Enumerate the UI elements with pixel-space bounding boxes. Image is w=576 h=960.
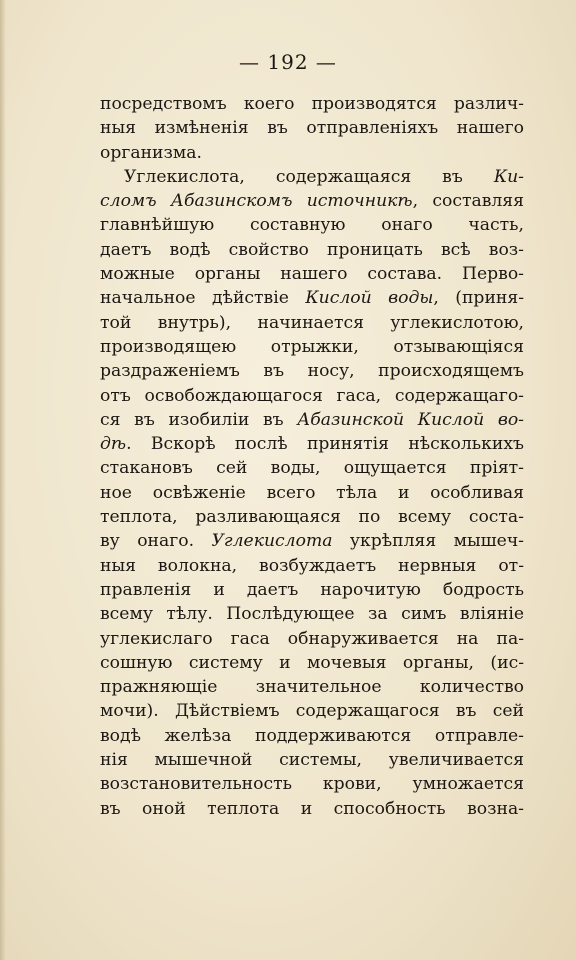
text-segment: нія мышечной системы, увеличивается (100, 750, 524, 771)
text-line (100, 92, 524, 116)
page-number: — 192 — (239, 50, 337, 74)
text-line (100, 141, 524, 165)
text-segment: даетъ водѣ свойство проницать всѣ воз- (100, 239, 524, 260)
text-segment: отъ освобождающагося гаса, содержащаго- (100, 385, 524, 406)
text-segment: стакановъ сей воды, ощущается пріят- (100, 458, 524, 479)
text-segment: мочи). Дѣйствіемъ содержащагося въ сей (100, 701, 524, 722)
text-segment: начальное дѣйствіе (100, 288, 306, 309)
text-line (100, 481, 524, 505)
text-segment: углекислаго гаса обнаруживается на па- (100, 628, 524, 649)
page-edge-shadow (0, 0, 6, 960)
text-line (100, 578, 524, 602)
text-line (100, 772, 524, 796)
text-segment: раздраженіемъ въ носу, происходящемъ (100, 361, 524, 382)
text-segment: , (приня- (433, 288, 524, 309)
text-line (100, 627, 524, 651)
text-segment: можные органы нашего состава. Перво- (100, 264, 524, 285)
text-segment: . Вскорѣ послѣ принятія нѣсколькихъ (126, 434, 524, 455)
text-segment: ное освѣженіе всего тѣла и особливая (100, 482, 524, 503)
italic-text-segment: Ки- (493, 166, 524, 187)
text-segment: ныя волокна, возбуждаетъ нервныя от- (100, 555, 524, 576)
text-line (100, 189, 524, 213)
text-segment: ныя измѣненія въ отправленіяхъ нашего (100, 118, 524, 139)
italic-text-segment: Кислой воды (305, 288, 434, 309)
text-line (100, 286, 524, 310)
text-segment: ву онаго. (100, 531, 212, 552)
text-line (100, 699, 524, 723)
text-line (100, 359, 524, 383)
text-line (100, 311, 524, 335)
text-line (100, 432, 524, 456)
text-segment: главнѣйшую составную онаго часть, (100, 215, 524, 236)
text-line (100, 797, 524, 821)
text-line (100, 724, 524, 748)
text-line (100, 529, 524, 553)
text-segment: производящею отрыжки, отзывающіяся (100, 336, 524, 357)
italic-text-segment: сломъ Абазинскомъ источникѣ (100, 191, 413, 212)
italic-text-segment: Углекислота (211, 531, 333, 552)
text-line (100, 748, 524, 772)
text-line (100, 675, 524, 699)
text-segment: укрѣпляя мышеч- (332, 531, 524, 552)
text-line (100, 651, 524, 675)
text-line (100, 602, 524, 626)
text-line (100, 165, 524, 189)
text-segment: пражняющіе значительное количество (100, 677, 524, 698)
body-text (100, 92, 524, 821)
text-segment: сошную систему и мочевыя органы, (ис- (100, 652, 524, 673)
text-segment: ся въ изобиліи въ (100, 409, 298, 430)
text-line (100, 408, 524, 432)
text-segment: возстановительность крови, умножается (100, 774, 524, 795)
text-line (100, 116, 524, 140)
text-line (100, 335, 524, 359)
italic-text-segment: дѣ (100, 434, 127, 455)
text-segment: организма. (100, 142, 202, 163)
text-segment: всему тѣлу. Послѣдующее за симъ вліяніе (100, 604, 524, 625)
text-segment: , составляя (412, 191, 524, 212)
text-line (100, 505, 524, 529)
text-segment: Углекислота, содержащаяся въ (124, 166, 494, 187)
text-segment: въ оной теплота и способность возна- (100, 798, 524, 819)
text-segment: правленія и даетъ нарочитую бодрость (100, 579, 524, 600)
text-segment: той внутрь), начинается углекислотою, (100, 312, 524, 333)
text-line (100, 238, 524, 262)
text-segment: теплота, разливающаяся по всему соста- (100, 507, 524, 528)
text-line (100, 384, 524, 408)
text-segment: водѣ желѣза поддерживаются отправле- (100, 725, 524, 746)
text-segment: посредствомъ коего производятся различ- (100, 94, 524, 114)
text-line (100, 262, 524, 286)
text-line (100, 213, 524, 237)
text-line (100, 554, 524, 578)
italic-text-segment: Абазинской Кислой во- (297, 409, 524, 430)
text-line (100, 456, 524, 480)
